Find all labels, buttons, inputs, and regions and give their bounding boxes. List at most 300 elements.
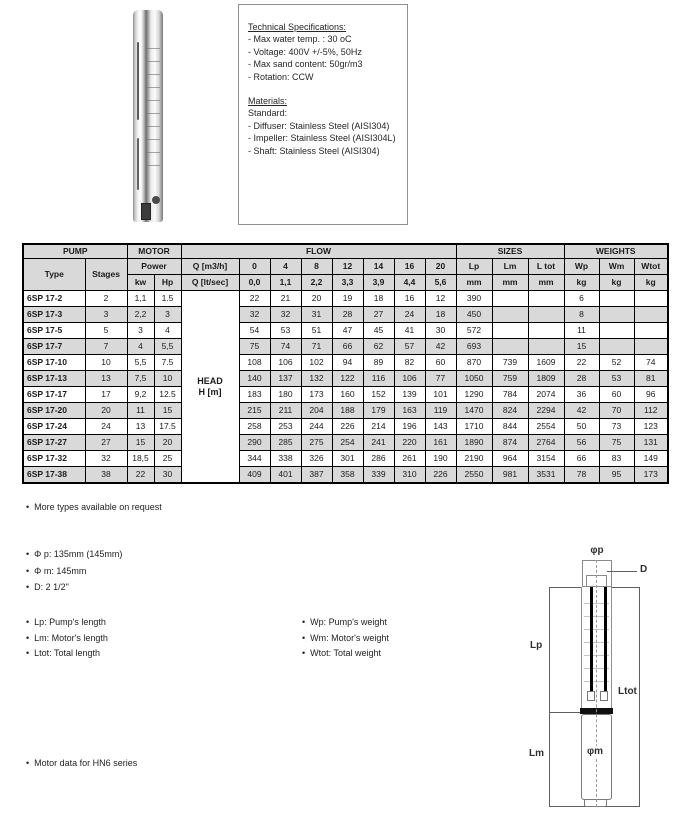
col-stages: Stages	[85, 259, 127, 291]
table-cell: 964	[492, 451, 528, 467]
table-cell: 52	[599, 355, 634, 371]
table-cell: 339	[363, 467, 394, 484]
col-lts-4: 3,9	[363, 275, 394, 291]
table-cell: 22	[564, 355, 599, 371]
table-cell: 2190	[456, 451, 492, 467]
col-lm: Lm	[492, 259, 528, 275]
table-cell: 47	[332, 323, 363, 339]
table-cell: 56	[564, 435, 599, 451]
col-flow-6: 20	[425, 259, 456, 275]
table-row	[23, 307, 668, 323]
table-cell: 116	[363, 371, 394, 387]
table-cell: 73	[599, 419, 634, 435]
table-cell	[634, 307, 668, 323]
table-cell: 387	[301, 467, 332, 484]
table-cell: 844	[492, 419, 528, 435]
table-cell: 9,2	[127, 387, 154, 403]
table-cell: 60	[599, 387, 634, 403]
col-type: Type	[23, 259, 85, 291]
table-cell: 143	[425, 419, 456, 435]
note-motor-text: Motor data for HN6 series	[34, 758, 138, 768]
table-cell: 137	[270, 371, 301, 387]
table-cell: 62	[363, 339, 394, 355]
group-pump: PUMP	[23, 244, 127, 259]
diagram-guard-foot-left	[587, 691, 595, 701]
table-cell: 28	[332, 307, 363, 323]
pump-stage-rings	[146, 36, 160, 174]
pump-table	[22, 243, 669, 484]
table-cell: 188	[332, 403, 363, 419]
dim-note: Φ p: 135mm (145mm)	[34, 549, 123, 559]
table-cell: 89	[363, 355, 394, 371]
table-cell: 2764	[528, 435, 564, 451]
table-cell	[528, 307, 564, 323]
table-cell: 310	[394, 467, 425, 484]
group-motor: MOTOR	[127, 244, 181, 259]
pump-port	[152, 196, 160, 204]
table-row	[23, 371, 668, 387]
unit-kg: kg	[564, 275, 599, 291]
label-ltot: Ltot	[618, 686, 637, 697]
table-cell: 401	[270, 467, 301, 484]
table-cell: 102	[301, 355, 332, 371]
col-flow-5: 16	[394, 259, 425, 275]
table-cell: 6SP 17-5	[23, 323, 85, 339]
table-cell: 149	[634, 451, 668, 467]
table-cell	[634, 291, 668, 307]
table-cell	[634, 339, 668, 355]
col-lts-3: 3,3	[332, 275, 363, 291]
table-row	[23, 387, 668, 403]
label-phi-p: φp	[590, 545, 604, 556]
materials-line: - Impeller: Stainless Steel (AISI304L)	[248, 133, 396, 144]
table-cell: 7,5	[127, 371, 154, 387]
table-cell	[528, 339, 564, 355]
table-row	[23, 339, 668, 355]
table-cell: 16	[394, 291, 425, 307]
table-cell: 17	[85, 387, 127, 403]
table-cell: 180	[270, 387, 301, 403]
legend-item: Lp: Pump's length	[34, 617, 106, 627]
table-cell: 3154	[528, 451, 564, 467]
bullet-icon: •	[26, 565, 30, 576]
spacer	[248, 83, 401, 95]
table-cell: 71	[301, 339, 332, 355]
pump-data-table	[22, 243, 669, 484]
table-cell: 6SP 17-38	[23, 467, 85, 484]
materials-title: Materials:	[248, 96, 288, 107]
legend-weights	[302, 617, 389, 664]
table-row	[23, 467, 668, 484]
table-cell: 244	[301, 419, 332, 435]
col-q-lts: Q [lt/sec]	[181, 275, 239, 291]
table-cell: 211	[270, 403, 301, 419]
table-cell: 160	[332, 387, 363, 403]
table-cell: 183	[239, 387, 270, 403]
table-cell: 32	[85, 451, 127, 467]
table-cell: 30	[425, 323, 456, 339]
table-cell: 5,5	[154, 339, 181, 355]
table-cell: 253	[270, 419, 301, 435]
table-cell: 74	[270, 339, 301, 355]
table-cell: 66	[564, 451, 599, 467]
table-cell: 131	[634, 435, 668, 451]
table-cell: 5,5	[127, 355, 154, 371]
table-cell: 24	[394, 307, 425, 323]
table-cell: 6SP 17-3	[23, 307, 85, 323]
table-cell	[599, 323, 634, 339]
table-cell: 226	[425, 467, 456, 484]
spec-line: - Rotation: CCW	[248, 71, 314, 82]
table-cell: 870	[456, 355, 492, 371]
dim-note: Φ m: 145mm	[34, 565, 87, 576]
col-flow-3: 12	[332, 259, 363, 275]
bullet-icon: •	[26, 648, 30, 658]
legend-lengths	[26, 617, 108, 664]
table-cell: 258	[239, 419, 270, 435]
table-cell: 42	[425, 339, 456, 355]
table-cell: 215	[239, 403, 270, 419]
unit-kg: kg	[599, 275, 634, 291]
table-cell: 3531	[528, 467, 564, 484]
table-cell: 6SP 17-13	[23, 371, 85, 387]
group-flow: FLOW	[181, 244, 456, 259]
table-cell: 4	[127, 339, 154, 355]
table-cell: 31	[301, 307, 332, 323]
label-lm: Lm	[529, 748, 544, 759]
table-cell: 290	[239, 435, 270, 451]
table-cell: 6SP 17-17	[23, 387, 85, 403]
note-motor-data	[26, 758, 137, 768]
table-cell: 70	[599, 403, 634, 419]
col-power: Power	[127, 259, 181, 275]
table-cell: 95	[599, 467, 634, 484]
group-weights: WEIGHTS	[564, 244, 668, 259]
table-cell: 38	[85, 467, 127, 484]
diagram-cable-guard-left	[590, 587, 593, 691]
table-cell: 22	[239, 291, 270, 307]
pump-slot	[137, 138, 139, 190]
table-cell: 301	[332, 451, 363, 467]
table-cell: 1,1	[127, 291, 154, 307]
table-cell: 1050	[456, 371, 492, 387]
col-flow-2: 8	[301, 259, 332, 275]
table-cell: 6SP 17-20	[23, 403, 85, 419]
table-cell: 759	[492, 371, 528, 387]
table-cell: 409	[239, 467, 270, 484]
table-cell: 173	[301, 387, 332, 403]
spec-line: - Voltage: 400V +/-5%, 50Hz	[248, 46, 362, 57]
group-sizes: SIZES	[456, 244, 564, 259]
table-cell: 3	[85, 307, 127, 323]
table-cell: 106	[394, 371, 425, 387]
table-cell: 112	[634, 403, 668, 419]
legend-item: Lm: Motor's length	[34, 632, 108, 643]
table-cell	[492, 291, 528, 307]
unit-mm: mm	[456, 275, 492, 291]
table-cell: 824	[492, 403, 528, 419]
table-cell: 179	[363, 403, 394, 419]
table-cell: 81	[634, 371, 668, 387]
table-cell: 1290	[456, 387, 492, 403]
table-cell: 358	[332, 467, 363, 484]
unit-mm: mm	[492, 275, 528, 291]
materials-line: - Diffuser: Stainless Steel (AISI304)	[248, 120, 390, 131]
table-cell: 75	[599, 435, 634, 451]
materials-line: - Shaft: Stainless Steel (AISI304)	[248, 145, 380, 156]
table-cell: 739	[492, 355, 528, 371]
table-cell: 25	[154, 451, 181, 467]
table-cell: 101	[425, 387, 456, 403]
table-cell: 94	[332, 355, 363, 371]
table-cell: 2,2	[127, 307, 154, 323]
table-cell: 1809	[528, 371, 564, 387]
table-cell: 122	[332, 371, 363, 387]
table-cell: 1.5	[154, 291, 181, 307]
table-cell: 45	[363, 323, 394, 339]
table-cell: 139	[394, 387, 425, 403]
table-cell: 41	[394, 323, 425, 339]
table-cell: 214	[363, 419, 394, 435]
table-cell: 1609	[528, 355, 564, 371]
legend-item: Wm: Motor's weight	[310, 632, 389, 643]
table-cell: 6SP 17-2	[23, 291, 85, 307]
table-cell: 27	[85, 435, 127, 451]
table-cell: 75	[239, 339, 270, 355]
legend-item: Ltot: Total length	[34, 648, 101, 658]
note-more-types	[26, 502, 162, 512]
col-lts-0: 0,0	[239, 275, 270, 291]
table-cell: 57	[394, 339, 425, 355]
table-cell: 83	[599, 451, 634, 467]
table-cell	[599, 291, 634, 307]
unit-mm: mm	[528, 275, 564, 291]
bullet-icon: •	[26, 549, 30, 559]
table-cell	[492, 339, 528, 355]
col-lp: Lp	[456, 259, 492, 275]
table-cell: 77	[425, 371, 456, 387]
table-row	[23, 323, 668, 339]
table-cell: 19	[332, 291, 363, 307]
unit-kg: kg	[634, 275, 668, 291]
table-cell: 6SP 17-27	[23, 435, 85, 451]
table-cell: 2	[85, 291, 127, 307]
table-cell: 874	[492, 435, 528, 451]
bullet-icon: •	[302, 617, 306, 627]
table-cell: 17.5	[154, 419, 181, 435]
pump-slot	[137, 42, 139, 120]
table-cell: 2554	[528, 419, 564, 435]
table-row	[23, 291, 668, 307]
table-cell: 326	[301, 451, 332, 467]
table-cell: 275	[301, 435, 332, 451]
table-row	[23, 403, 668, 419]
table-cell: 572	[456, 323, 492, 339]
table-cell: 220	[394, 435, 425, 451]
table-cell: 6SP 17-10	[23, 355, 85, 371]
table-cell: 27	[363, 307, 394, 323]
col-hp: Hp	[154, 275, 181, 291]
table-cell: 1890	[456, 435, 492, 451]
table-cell: 784	[492, 387, 528, 403]
col-flow-4: 14	[363, 259, 394, 275]
bullet-icon: •	[26, 632, 30, 643]
table-cell: 12	[425, 291, 456, 307]
table-cell: 2550	[456, 467, 492, 484]
table-cell: 140	[239, 371, 270, 387]
col-wm: Wm	[599, 259, 634, 275]
col-flow-0: 0	[239, 259, 270, 275]
table-cell: 28	[564, 371, 599, 387]
label-phi-m: φm	[587, 746, 604, 757]
legend-item: Wtot: Total weight	[310, 648, 382, 658]
table-cell: 190	[425, 451, 456, 467]
table-cell: 13	[85, 371, 127, 387]
table-cell: 15	[154, 403, 181, 419]
bullet-icon: •	[26, 758, 30, 768]
dimension-notes	[26, 549, 122, 599]
diagram-center-line	[596, 560, 597, 807]
table-cell: 74	[634, 355, 668, 371]
table-cell: 4	[154, 323, 181, 339]
table-cell: 10	[85, 355, 127, 371]
table-cell: 15	[564, 339, 599, 355]
table-cell: 1710	[456, 419, 492, 435]
pump-table-body	[23, 291, 668, 484]
table-cell: 6SP 17-32	[23, 451, 85, 467]
table-cell: 285	[270, 435, 301, 451]
table-cell: 226	[332, 419, 363, 435]
pump-product-photo	[133, 10, 163, 222]
table-cell: 20	[154, 435, 181, 451]
table-cell: 7	[85, 339, 127, 355]
table-cell: 450	[456, 307, 492, 323]
diagram-lp-lm-divider	[549, 712, 580, 713]
table-cell: 338	[270, 451, 301, 467]
table-cell	[599, 339, 634, 355]
table-cell: 152	[363, 387, 394, 403]
table-cell: 981	[492, 467, 528, 484]
table-cell: 2074	[528, 387, 564, 403]
table-cell: 173	[634, 467, 668, 484]
table-cell: 21	[270, 291, 301, 307]
col-wp: Wp	[564, 259, 599, 275]
table-cell: 3	[127, 323, 154, 339]
note-more-types-text: More types available on request	[34, 502, 162, 512]
table-cell: 132	[301, 371, 332, 387]
table-cell: 106	[270, 355, 301, 371]
col-lts-5: 4,4	[394, 275, 425, 291]
table-cell: 119	[425, 403, 456, 419]
diagram-cable-guard-right	[604, 587, 607, 691]
table-cell: 82	[394, 355, 425, 371]
table-cell: 22	[127, 467, 154, 484]
diagram-guard-foot-right	[600, 691, 608, 701]
table-cell: 53	[270, 323, 301, 339]
col-kw: kw	[127, 275, 154, 291]
table-cell	[528, 291, 564, 307]
table-cell: 78	[564, 467, 599, 484]
table-cell: 51	[301, 323, 332, 339]
table-cell: 108	[239, 355, 270, 371]
table-cell	[492, 323, 528, 339]
table-cell: 13	[127, 419, 154, 435]
table-cell: 3	[154, 307, 181, 323]
spec-line: - Max water temp. : 30 oC	[248, 34, 352, 45]
table-cell: 53	[599, 371, 634, 387]
pump-cable-entry	[141, 203, 151, 220]
table-cell: 20	[301, 291, 332, 307]
table-row	[23, 355, 668, 371]
table-cell: 6	[564, 291, 599, 307]
label-d: D	[640, 564, 648, 575]
dim-note: D: 2 1/2"	[34, 582, 69, 592]
dimension-diagram	[498, 540, 684, 824]
bullet-icon: •	[26, 582, 30, 592]
technical-specifications-box	[238, 4, 408, 225]
materials-line: Standard:	[248, 108, 288, 119]
table-cell: 8	[564, 307, 599, 323]
table-cell: 32	[270, 307, 301, 323]
table-cell	[599, 307, 634, 323]
col-lts-2: 2,2	[301, 275, 332, 291]
bullet-icon: •	[26, 502, 30, 512]
table-cell: 11	[564, 323, 599, 339]
bullet-icon: •	[302, 648, 306, 658]
table-cell: 18	[363, 291, 394, 307]
bullet-icon: •	[26, 617, 30, 627]
diagram-d-leader-line	[607, 571, 637, 572]
table-cell: 261	[394, 451, 425, 467]
table-cell: 254	[332, 435, 363, 451]
table-cell: 36	[564, 387, 599, 403]
table-cell: 24	[85, 419, 127, 435]
table-cell: 96	[634, 387, 668, 403]
table-cell: 60	[425, 355, 456, 371]
table-row	[23, 419, 668, 435]
table-cell: 20	[85, 403, 127, 419]
table-cell: 30	[154, 467, 181, 484]
table-cell: 7.5	[154, 355, 181, 371]
bullet-icon: •	[302, 632, 306, 643]
table-cell: 50	[564, 419, 599, 435]
table-cell	[492, 307, 528, 323]
table-cell: 10	[154, 371, 181, 387]
table-cell: 390	[456, 291, 492, 307]
col-lts-1: 1,1	[270, 275, 301, 291]
table-cell: 66	[332, 339, 363, 355]
table-cell: 18	[425, 307, 456, 323]
col-q-m3h: Q [m3/h]	[181, 259, 239, 275]
table-cell: 32	[239, 307, 270, 323]
label-lp: Lp	[530, 640, 543, 651]
table-cell: 196	[394, 419, 425, 435]
table-cell: 163	[394, 403, 425, 419]
table-cell	[634, 323, 668, 339]
table-cell: 6SP 17-7	[23, 339, 85, 355]
head-unit-cell: HEAD H [m]	[181, 291, 239, 484]
col-ltot: L tot	[528, 259, 564, 275]
table-cell: 5	[85, 323, 127, 339]
legend-item: Wp: Pump's weight	[310, 617, 387, 627]
table-cell: 1470	[456, 403, 492, 419]
table-cell: 42	[564, 403, 599, 419]
table-row	[23, 435, 668, 451]
table-cell: 204	[301, 403, 332, 419]
spec-title: Technical Specifications:	[248, 22, 347, 32]
table-cell: 693	[456, 339, 492, 355]
table-cell: 18,5	[127, 451, 154, 467]
